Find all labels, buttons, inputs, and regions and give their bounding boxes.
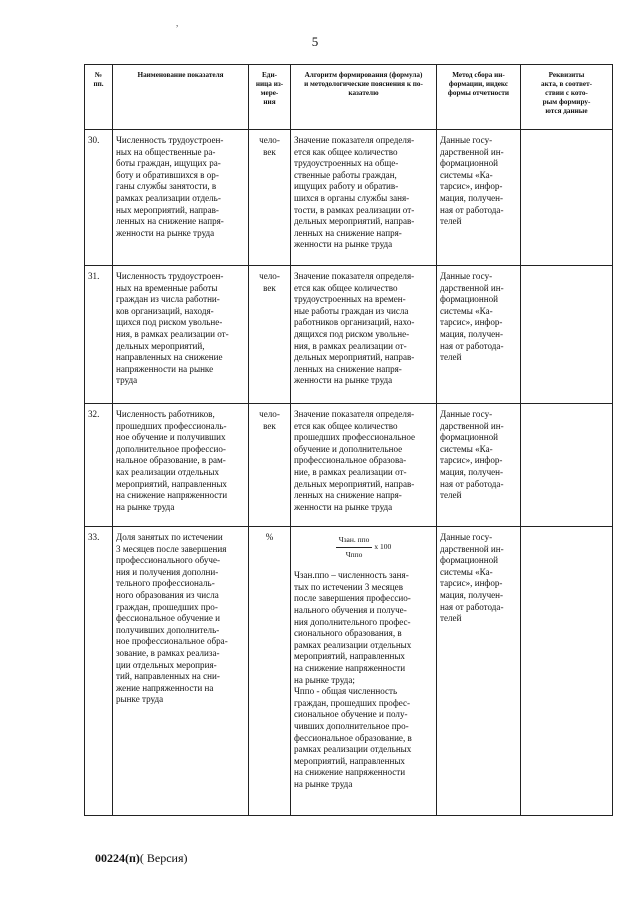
row-unit: чело- век bbox=[249, 404, 291, 527]
document-code bbox=[95, 851, 188, 866]
row-num: 31. bbox=[85, 266, 113, 404]
row-name: Численность работников, прошедших профессиональ- ное обучение и получивших дополнительное профессио- нальное образование, в рам- ках реализации отдельных мероприятий, направленных на снижение напряженности на рынке труда bbox=[113, 404, 249, 527]
row-algorithm: Значение показателя определя- ется как общее количество трудоустроенных на обще- ственные работы граждан, ищущих работу и обратив- шихся в органы службы заня- тости, в рамках реализации от- дельных мероприятий, направ- ленных на снижение напря- женности на рынке труда bbox=[291, 130, 437, 266]
row-num: 33. bbox=[85, 527, 113, 816]
row-requisites bbox=[521, 527, 613, 816]
formula-denominator: Чппо bbox=[345, 549, 363, 559]
formula bbox=[294, 534, 433, 560]
row-algorithm-cell bbox=[291, 527, 437, 816]
row-num: 30. bbox=[85, 130, 113, 266]
formula-fraction bbox=[336, 534, 373, 560]
header-algorithm: Алгоритм формирования (формула) и методологические пояснения к по- казателю bbox=[291, 65, 437, 130]
row-method: Данные госу- дарственной ин- формационной системы «Ка- тарсис», инфор- мация, получен- ная от работода- телей bbox=[437, 130, 521, 266]
table-header bbox=[85, 65, 613, 130]
header-method: Метод сбора ин- формации, индекс формы отчетности bbox=[437, 65, 521, 130]
formula-multiplier: x 100 bbox=[374, 542, 392, 552]
table-row bbox=[85, 266, 613, 404]
row-name: Численность трудоустроен- ных на общественные ра- боты граждан, ищущих ра- боту и обратившихся в ор- ганы службы занятости, в рамках реализации отдель- ных мероприятий, направ- ленных на снижение напря- женности на рынке труда bbox=[113, 130, 249, 266]
table-row bbox=[85, 404, 613, 527]
table-row bbox=[85, 130, 613, 266]
header-num: № пп. bbox=[85, 65, 113, 130]
row-algorithm: Значение показателя определя- ется как общее количество трудоустроенных на времен- ные работы граждан из числа работников организаций, нахо- дящихся под риском увольне- ния, в рамках реализации от- дельных мероприятий, направ- ленных на снижение напря- женности на рынке труда bbox=[291, 266, 437, 404]
row-num: 32. bbox=[85, 404, 113, 527]
row-unit: чело- век bbox=[249, 266, 291, 404]
scan-mark: , bbox=[176, 18, 179, 28]
row-name: Доля занятых по истечении 3 месяцев после завершения профессионального обуче- ния и получения дополни- тельного профессиональ- ного образования из числа граждан, прошедших про- фессиональное обучение и получивших дополнитель- ное профессиональное обра- зование, в рамках реализа- ции отдельных мероприя- тий, направленных на сни- жение напряженности на рынке труда bbox=[113, 527, 249, 816]
document-version: ( Версия) bbox=[139, 851, 188, 865]
row-requisites bbox=[521, 130, 613, 266]
row-algorithm: Значение показателя определя- ется как общее количество прошедших профессиональное обучение и дополнительное профессиональное образова- ние, в рамках реализации от- дельных мероприятий, направ- ленных на снижение напря- женности на рынке труда bbox=[291, 404, 437, 527]
row-method: Данные госу- дарственной ин- формационной системы «Ка- тарсис», инфор- мация, получен- ная от работода- телей bbox=[437, 527, 521, 816]
document-code-number: 00224(п) bbox=[95, 851, 140, 865]
row-method: Данные госу- дарственной ин- формационной системы «Ка- тарсис», инфор- мация, получен- ная от работода- телей bbox=[437, 266, 521, 404]
row-unit: чело- век bbox=[249, 130, 291, 266]
row-method: Данные госу- дарственной ин- формационной системы «Ка- тарсис», инфор- мация, получен- ная от работода- телей bbox=[437, 404, 521, 527]
row-unit: % bbox=[249, 527, 291, 816]
row-requisites bbox=[521, 404, 613, 527]
header-requisites: Реквизиты акта, в соответ- ствии с кото- рым формиру- ются данные bbox=[521, 65, 613, 130]
page-number: 5 bbox=[311, 34, 319, 49]
table-row bbox=[85, 527, 613, 816]
row-algorithm: Чзан.ппо – численность заня- тых по истечении 3 месяцев после завершения профессио- нального обучения и получе- ния дополнительного профес- сионального образования, в рамках реализации отдельных мероприятий, направленных на снижение напряженности на рынке труда; Чппо - общая численность граждан, прошедших профес- сиональное обучение и полу- чивших дополнительное про- фессиональное образование, в рамках реализации отдельных мероприятий, направленных на снижение напряженности на рынке труда bbox=[294, 570, 412, 789]
header-name: Наименование показателя bbox=[113, 65, 249, 130]
row-requisites bbox=[521, 266, 613, 404]
formula-numerator: Чзан. ппо bbox=[336, 534, 373, 548]
indicators-table bbox=[84, 64, 613, 816]
row-name: Численность трудоустроен- ных на временные работы граждан из числа работни- ков организаций, находя- щихся под риском увольне- ния, в рамках реализации от- дельных мероприятий, направленных на снижение напряженности на рынке труда bbox=[113, 266, 249, 404]
header-unit: Еди- ница из- мере- ния bbox=[249, 65, 291, 130]
